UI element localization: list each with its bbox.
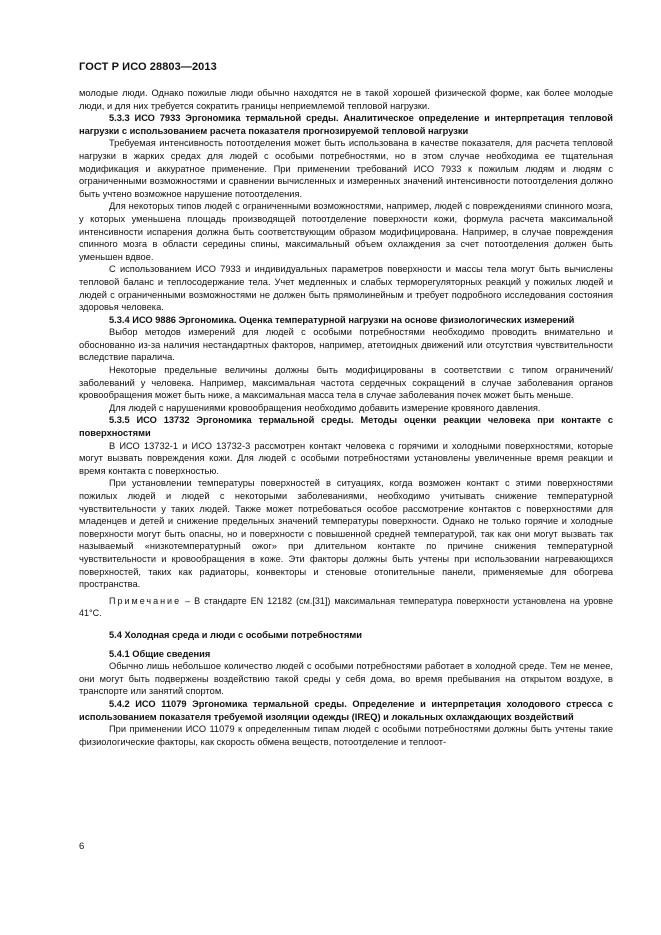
subsection-heading-5-4-2: 5.4.2 ИСО 11079 Эргономика термальной среды. Определение и интерпретация холодового стресса с использованием показателя требуемой изоляции одежды (IREQ) и локальных охлаждающих воздействий bbox=[79, 698, 613, 722]
paragraph: Выбор методов измерений для людей с особыми потребностями необходимо проводить внимательно и обоснованно из-за наличия нестандартных факторов, например, атетоидных движений или отсутствия чувствительности вследствие паралича. bbox=[79, 327, 613, 363]
paragraph: Для людей с нарушениями кровообращения необходимо добавить измерение кровяного давления. bbox=[109, 402, 541, 413]
paragraph: В ИСО 13732-1 и ИСО 13732-3 рассмотрен контакт человека с горячими и холодными поверхностями, которые могут вызвать повреждения кожи. Для людей с особыми потребностями установлены увеличенные время реакции и время контакта с поверхностью. bbox=[79, 440, 613, 476]
paragraph: Некоторые предельные величины должны быть модифицированы в соответствии с типом ограничений/заболеваний у человека. Например, максимальная частота сердечных сокращений в случае заболевания органов кровообращения может быть ниже, а максимальная масса тела в случае заболевания почек может быть меньше. bbox=[79, 365, 613, 401]
subsection-heading-5-4-1: 5.4.1 Общие сведения bbox=[109, 648, 211, 659]
section-heading-5-4: 5.4 Холодная среда и люди с особыми потребностями bbox=[109, 629, 362, 640]
note bbox=[79, 595, 613, 620]
document-body bbox=[79, 87, 613, 748]
paragraph: молодые люди. Однако пожилые люди обычно находятся не в такой хорошей физической форме, как более молодые люди, и для них требуется сократить границы неприемлемой тепловой нагрузки. bbox=[79, 88, 613, 111]
subsection-heading-5-3-5: 5.3.5 ИСО 13732 Эргономика термальной среды. Методы оценки реакции человека при контакте с поверхностями bbox=[79, 415, 613, 439]
paragraph: При применении ИСО 11079 к определенным типам людей с особыми потребностями должны быть учтены такие физиологические факторы, как скорость обмена веществ, потоотделение и теплоот- bbox=[79, 724, 613, 747]
note-text: – В стандарте EN 12182 (см.[31]) максимальная температура поверхности установлена на уровне 41°С. bbox=[79, 595, 613, 619]
page-number: 6 bbox=[79, 841, 85, 852]
subsection-heading-5-3-3: 5.3.3 ИСО 7933 Эргономика термальной среды. Аналитическое определение и интерпретация тепловой нагрузки с использованием расчета показателя прогнозируемой тепловой нагрузки bbox=[79, 113, 613, 136]
note-label: Примечание bbox=[109, 595, 182, 606]
paragraph: Для некоторых типов людей с ограниченными возможностями, например, людей с повреждениями спинного мозга, у которых уменьшена площадь производящей потоотделение поверхности кожи, формула расчета максимальной интенсивности испарения должна быть соответствующим образом модифицирована. Например, в случае повреждения спинного мозга в области середины спины, максимальный объем охлаждения за счет потоотделения должен быть уменьшен вдвое. bbox=[79, 201, 613, 262]
document-header: ГОСТ Р ИСО 28803—2013 bbox=[79, 61, 217, 73]
paragraph: Требуемая интенсивность потоотделения может быть использована в качестве показателя, для расчета тепловой нагрузки в жарких средах для людей с особыми потребностями, но в этом случае необходима ее тщательная модификация и аккуратное применение. При применении требований ИСО 7933 к пожилым людям и людям с ограниченными возможностями и сравнении вычисленных и измеренных значений интенсивности потоотделения должно быть учтено возможное нарушение потоотделения. bbox=[79, 138, 613, 199]
paragraph: С использованием ИСО 7933 и индивидуальных параметров поверхности и массы тела могут быть вычислены тепловой баланс и теплосодержание тела. Учет медленных и слабых терморегуляторных реакций у пожилых людей и людей с ограниченными возможностями не должен быть прямолинейным и требует подробного исследования состояния здоровья человека. bbox=[79, 264, 613, 313]
subsection-heading-5-3-4: 5.3.4 ИСО 9886 Эргономика. Оценка температурной нагрузки на основе физиологических измерений bbox=[109, 314, 575, 325]
paragraph: При установлении температуры поверхностей в ситуациях, когда возможен контакт с этими поверхностями пожилых людей и людей с некоторыми заболеваниями, необходимо учитывать снижение температурной чувствительности у таких людей. Также может потребоваться особое рассмотрение контактов с поверхностями для младенцев и детей и снижение предельных значений температуры поверхности. Однако не только горячие и холодные поверхности могут быть опасны, но и поверхности с повышенной средней температурой, так как они могут вызвать так называемый «низкотемпературный ожог» при длительном контакте по причине снижения температурной чувствительности и кровообращения в коже. Эти факторы должны быть учтены при использовании нагревающихся поверхностей, таких как радиаторы, конвекторы и стеновые отопительные панели, применяемые для обогрева пространства. bbox=[79, 478, 613, 590]
paragraph: Обычно лишь небольшое количество людей с особыми потребностями работает в холодной среде. Тем не менее, они могут быть подвержены воздействию такой среды у себя дома, во время пребывания на открытом воздухе, в транспорте или занятий спортом. bbox=[79, 661, 613, 697]
